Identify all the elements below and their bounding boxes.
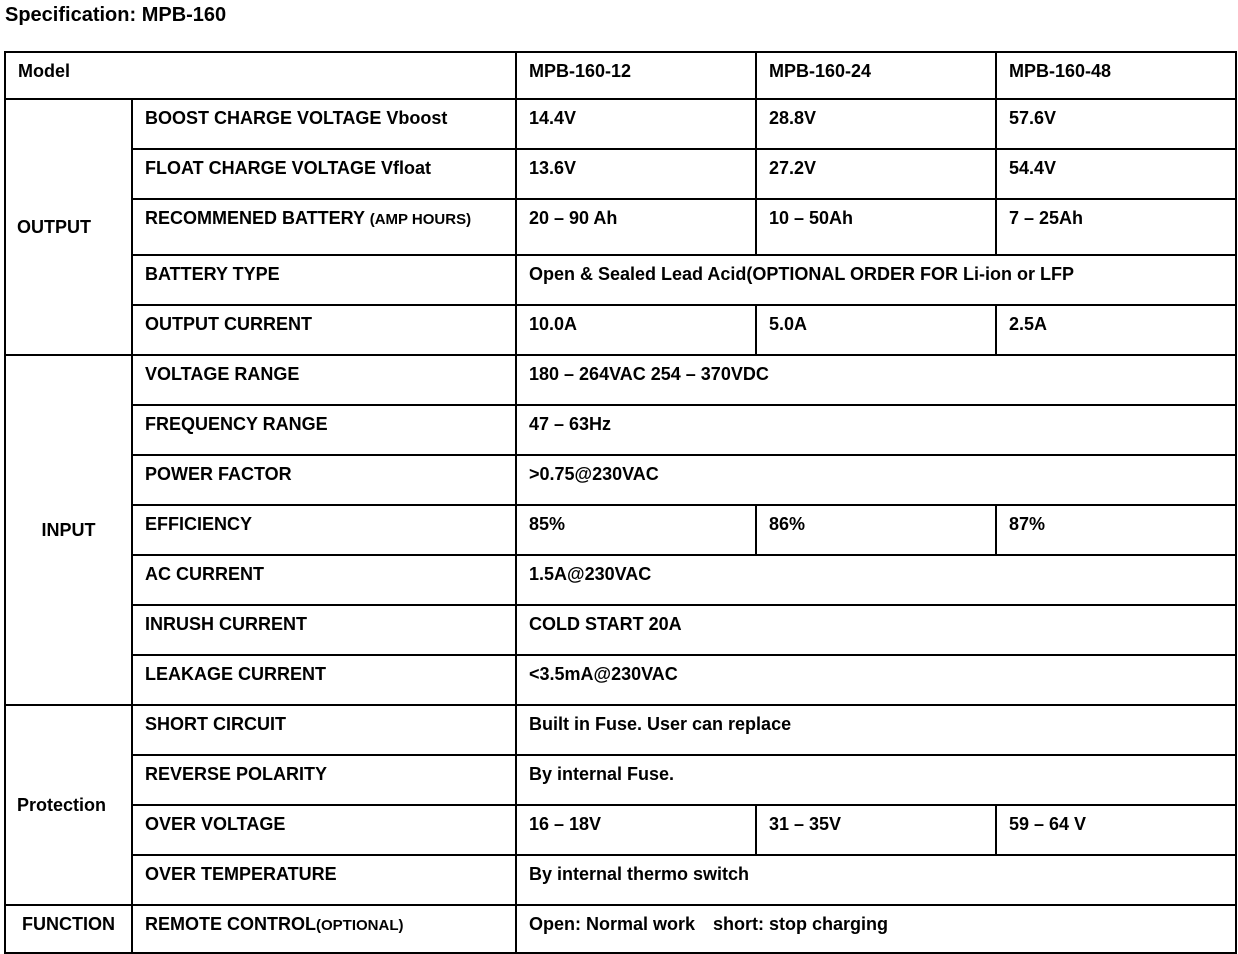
value-cell: 20 – 90 Ah <box>516 199 756 255</box>
table-row <box>5 605 1236 655</box>
model-label-cell: Model <box>5 52 516 99</box>
table-row-header <box>5 52 1236 99</box>
value-cell: 2.5A <box>996 305 1236 355</box>
table-row <box>5 255 1236 305</box>
page-title: Specification: MPB-160 <box>5 4 227 26</box>
row-label-main: REMOTE CONTROL <box>145 914 316 934</box>
table-row <box>5 505 1236 555</box>
value-cell-wide: Open & Sealed Lead Acid(OPTIONAL ORDER FOR Li-ion or LFP <box>516 255 1236 305</box>
row-label <box>132 905 516 953</box>
value-cell: 16 – 18V <box>516 805 756 855</box>
value-cell: 5.0A <box>756 305 996 355</box>
table-row <box>5 855 1236 905</box>
row-label: AC CURRENT <box>132 555 516 605</box>
table-row <box>5 355 1236 405</box>
value-cell-wide: 180 – 264VAC 254 – 370VDC <box>516 355 1236 405</box>
value-cell: 10 – 50Ah <box>756 199 996 255</box>
model-cell: MPB-160-12 <box>516 52 756 99</box>
row-label: OUTPUT CURRENT <box>132 305 516 355</box>
value-cell-wide: 1.5A@230VAC <box>516 555 1236 605</box>
table-row <box>5 199 1236 255</box>
value-cell: 7 – 25Ah <box>996 199 1236 255</box>
value-cell: 87% <box>996 505 1236 555</box>
value-cell: 28.8V <box>756 99 996 149</box>
value-cell: 14.4V <box>516 99 756 149</box>
value-cell-wide: <3.5mA@230VAC <box>516 655 1236 705</box>
row-label: EFFICIENCY <box>132 505 516 555</box>
remote-open-text: Open: Normal work <box>529 914 696 934</box>
value-cell-wide: 47 – 63Hz <box>516 405 1236 455</box>
table-row <box>5 555 1236 605</box>
table-row <box>5 755 1236 805</box>
row-label: OVER VOLTAGE <box>132 805 516 855</box>
row-label: SHORT CIRCUIT <box>132 705 516 755</box>
value-cell-wide: COLD START 20A <box>516 605 1236 655</box>
row-label: FLOAT CHARGE VOLTAGE Vfloat <box>132 149 516 199</box>
row-label-unit: (AMP HOURS) <box>369 211 472 228</box>
value-cell: 85% <box>516 505 756 555</box>
table-row <box>5 405 1236 455</box>
value-cell: 86% <box>756 505 996 555</box>
value-cell-wide: Built in Fuse. User can replace <box>516 705 1236 755</box>
value-cell: 54.4V <box>996 149 1236 199</box>
group-input: INPUT <box>5 355 132 705</box>
table-row <box>5 99 1236 149</box>
value-cell: 10.0A <box>516 305 756 355</box>
row-label: LEAKAGE CURRENT <box>132 655 516 705</box>
table-row <box>5 905 1236 953</box>
model-cell: MPB-160-48 <box>996 52 1236 99</box>
value-cell-wide: >0.75@230VAC <box>516 455 1236 505</box>
row-label: REVERSE POLARITY <box>132 755 516 805</box>
row-label: OVER TEMPERATURE <box>132 855 516 905</box>
table-row <box>5 305 1236 355</box>
row-label-main: RECOMMENED BATTERY <box>145 208 365 228</box>
row-label <box>132 199 516 255</box>
table-row <box>5 805 1236 855</box>
value-cell-wide: By internal thermo switch <box>516 855 1236 905</box>
value-cell-wide: By internal Fuse. <box>516 755 1236 805</box>
value-cell: 59 – 64 V <box>996 805 1236 855</box>
table-row <box>5 705 1236 755</box>
table-row <box>5 149 1236 199</box>
group-protection: Protection <box>5 705 132 905</box>
row-label: POWER FACTOR <box>132 455 516 505</box>
remote-short-text: short: stop charging <box>713 914 889 934</box>
value-cell: 31 – 35V <box>756 805 996 855</box>
value-cell-wide <box>516 905 1236 953</box>
spec-table <box>4 51 1237 954</box>
row-label: BOOST CHARGE VOLTAGE Vboost <box>132 99 516 149</box>
group-function: FUNCTION <box>5 905 132 953</box>
row-label: VOLTAGE RANGE <box>132 355 516 405</box>
group-output: OUTPUT <box>5 99 132 355</box>
row-label: BATTERY TYPE <box>132 255 516 305</box>
row-label: FREQUENCY RANGE <box>132 405 516 455</box>
table-row <box>5 455 1236 505</box>
row-label-unit: (OPTIONAL) <box>316 917 404 934</box>
table-row <box>5 655 1236 705</box>
value-cell: 27.2V <box>756 149 996 199</box>
value-cell: 13.6V <box>516 149 756 199</box>
row-label: INRUSH CURRENT <box>132 605 516 655</box>
value-cell: 57.6V <box>996 99 1236 149</box>
model-cell: MPB-160-24 <box>756 52 996 99</box>
